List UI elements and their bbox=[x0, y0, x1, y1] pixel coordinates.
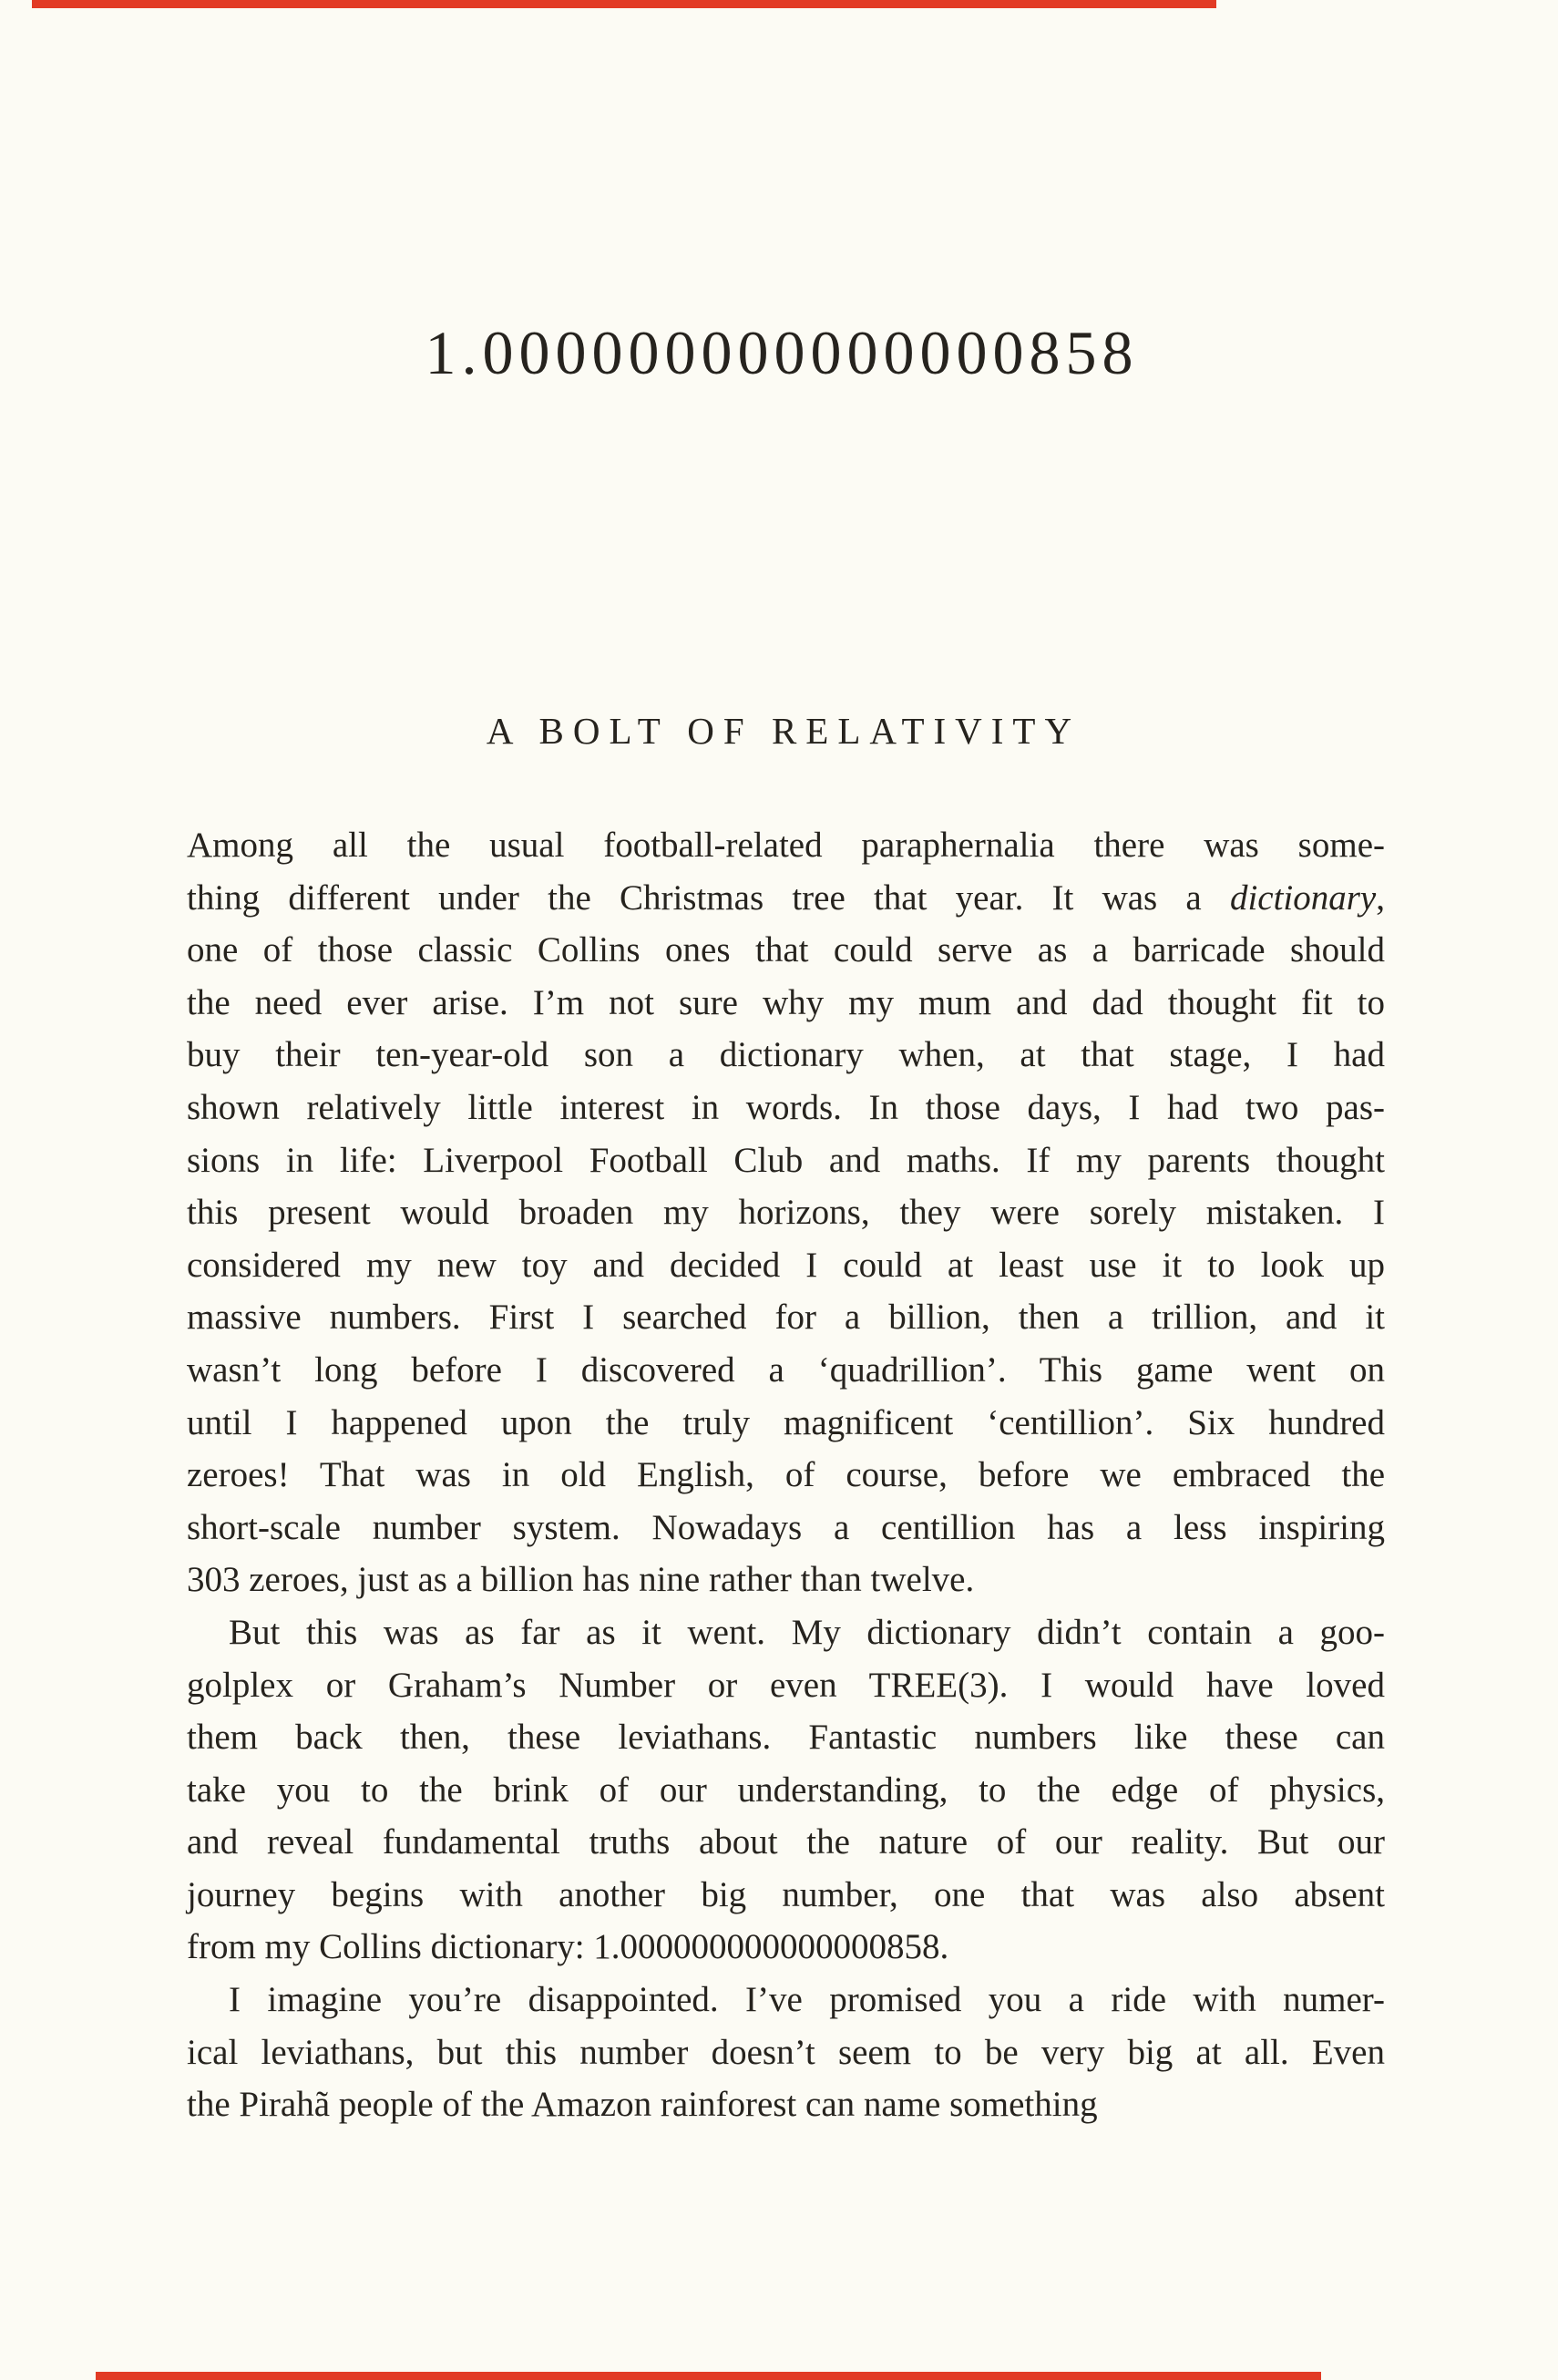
text-line: and reveal fundamental truths about the nature of our reality. But our bbox=[187, 1822, 1385, 1862]
section-heading: A BOLT OF RELATIVITY bbox=[486, 710, 1081, 752]
text-line: zeroes! That was in old English, of course, before we embraced the bbox=[187, 1455, 1385, 1495]
text-line: thing different under the Christmas tree that year. It was a dictionary, bbox=[187, 877, 1385, 918]
paragraph bbox=[187, 1974, 1385, 2131]
chapter-number: 1.000000000000000858 bbox=[425, 318, 1139, 387]
text-line: short-scale number system. Nowadays a centillion has a less inspiring bbox=[187, 1507, 1385, 1547]
text-line: from my Collins dictionary: 1.000000000000000858. bbox=[187, 1927, 949, 1967]
text-line: But this was as far as it went. My dictionary didn’t contain a goo- bbox=[229, 1612, 1385, 1652]
paragraph bbox=[187, 1606, 1385, 1974]
text-line: this present would broaden my horizons, they were sorely mistaken. I bbox=[187, 1193, 1385, 1233]
text-line: wasn’t long before I discovered a ‘quadrillion’. This game went on bbox=[187, 1349, 1385, 1390]
text-line: them back then, these leviathans. Fantastic numbers like these can bbox=[187, 1718, 1385, 1758]
text-line: shown relatively little interest in words. In those days, I had two pas- bbox=[187, 1087, 1385, 1127]
paragraph bbox=[187, 819, 1385, 1606]
text-line: the need ever arise. I’m not sure why my mum and dad thought fit to bbox=[187, 982, 1385, 1022]
text-line: until I happened upon the truly magnificent ‘centillion’. Six hundred bbox=[187, 1402, 1385, 1442]
text-line: the Pirahã people of the Amazon rainforest can name something bbox=[187, 2085, 1098, 2125]
cover-edge-top bbox=[32, 0, 1216, 8]
text-line: one of those classic Collins ones that could serve as a barricade should bbox=[187, 930, 1385, 970]
body-text bbox=[187, 819, 1385, 2131]
text-line: Among all the usual football-related paraphernalia there was some- bbox=[187, 826, 1385, 865]
text-line: massive numbers. First I searched for a billion, then a trillion, and it bbox=[187, 1298, 1385, 1338]
text-line: 303 zeroes, just as a billion has nine rather than twelve. bbox=[187, 1560, 975, 1600]
text-line: journey begins with another big number, one that was also absent bbox=[187, 1874, 1385, 1914]
text-line: I imagine you’re disappointed. I’ve promised you a ride with numer- bbox=[229, 1980, 1385, 2020]
cover-edge-bottom bbox=[96, 2372, 1321, 2380]
text-line: buy their ten-year-old son a dictionary when, at that stage, I had bbox=[187, 1035, 1385, 1075]
text-line: golplex or Graham’s Number or even TREE(3). I would have loved bbox=[187, 1665, 1385, 1705]
text-line: considered my new toy and decided I could at least use it to look up bbox=[187, 1245, 1385, 1285]
text-line: take you to the brink of our understanding, to the edge of physics, bbox=[187, 1770, 1385, 1810]
text-line: sions in life: Liverpool Football Club and maths. If my parents thought bbox=[187, 1140, 1385, 1180]
text-line: ical leviathans, but this number doesn’t seem to be very big at all. Even bbox=[187, 2032, 1385, 2072]
